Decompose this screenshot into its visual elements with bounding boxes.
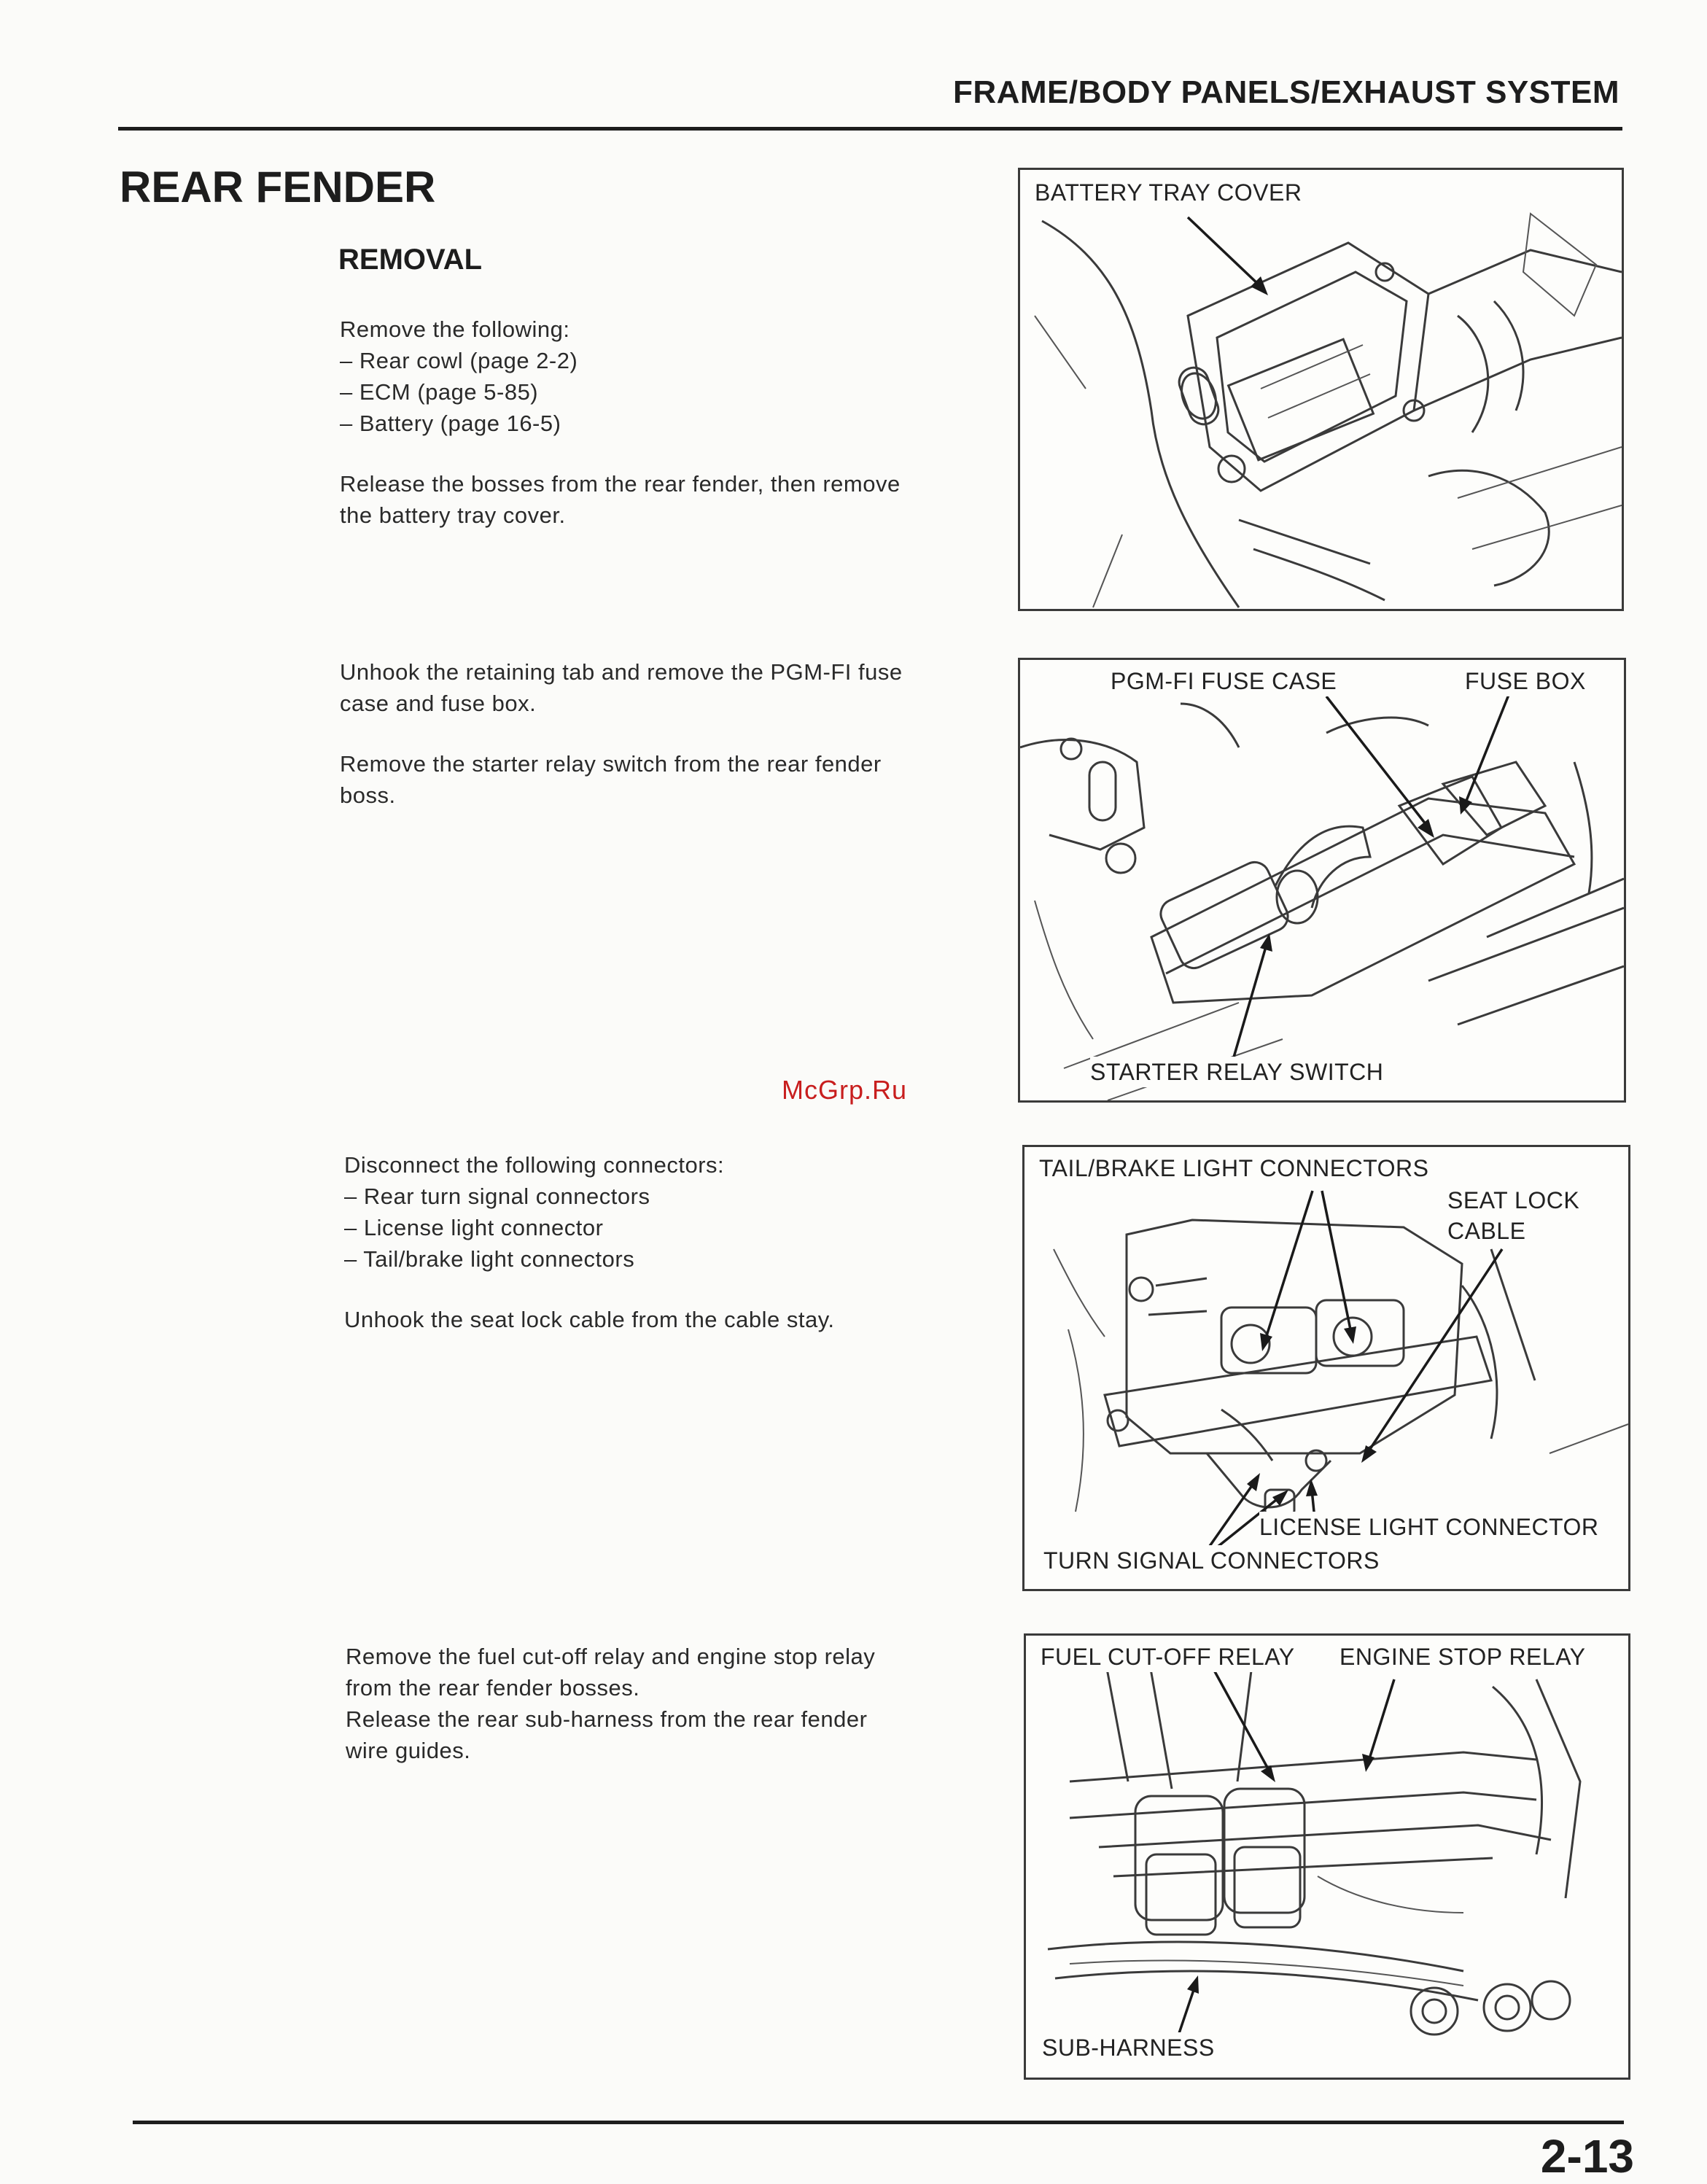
label-sub-harness: SUB-HARNESS [1042, 2032, 1215, 2063]
step-1-line-2: the battery tray cover. [340, 502, 566, 528]
list-item: – ECM (page 5-85) [340, 376, 996, 408]
section-title: REAR FENDER [120, 163, 436, 211]
step-4-line-1: Remove the fuel cut-off relay and engine stop relay [346, 1644, 876, 1669]
step-1-intro: Remove the following: [340, 316, 570, 342]
chapter-header-title: FRAME/BODY PANELS/EXHAUST SYSTEM [952, 74, 1619, 110]
label-starter-relay-switch: STARTER RELAY SWITCH [1090, 1057, 1383, 1087]
list-item: – Tail/brake light connectors [344, 1243, 1000, 1275]
step-2-text [340, 656, 996, 811]
step-4-line-4: wire guides. [346, 1738, 471, 1763]
relays-illustration [1026, 1636, 1628, 2078]
label-pgm-fi-fuse-case: PGM-FI FUSE CASE [1111, 666, 1337, 696]
header-divider [118, 127, 1622, 131]
label-seat-lock-line-1: SEAT LOCK [1447, 1185, 1579, 1216]
subsection-title: REMOVAL [338, 244, 483, 276]
label-seat-lock-line-2: CABLE [1447, 1216, 1525, 1246]
label-engine-stop-relay: ENGINE STOP RELAY [1339, 1641, 1586, 1672]
step-1-line-1: Release the bosses from the rear fender, then remove [340, 471, 901, 497]
watermark: McGrp.Ru [782, 1075, 908, 1105]
step-2-line-2: case and fuse box. [340, 691, 537, 716]
step-4-line-2: from the rear fender bosses. [346, 1675, 640, 1701]
step-1-text [340, 314, 996, 531]
step-4-text [346, 1641, 1002, 1766]
step-1-list [340, 345, 996, 439]
label-license-light-connector: LICENSE LIGHT CONNECTOR [1259, 1512, 1599, 1542]
list-item: – Rear turn signal connectors [344, 1181, 1000, 1212]
figure-battery-tray-cover [1018, 168, 1624, 611]
list-item: – Rear cowl (page 2-2) [340, 345, 996, 376]
step-3-list [344, 1181, 1000, 1275]
list-item: – License light connector [344, 1212, 1000, 1243]
step-3-intro: Disconnect the following connectors: [344, 1152, 725, 1178]
label-tail-brake-light-connectors: TAIL/BRAKE LIGHT CONNECTORS [1039, 1153, 1429, 1184]
figure-connectors [1022, 1145, 1630, 1591]
step-2-line-4: boss. [340, 782, 396, 808]
label-turn-signal-connectors: TURN SIGNAL CONNECTORS [1043, 1545, 1380, 1576]
footer-divider [133, 2121, 1624, 2124]
step-2-line-1: Unhook the retaining tab and remove the PGM-FI fuse [340, 659, 903, 685]
step-2-line-3: Remove the starter relay switch from the rear fender [340, 751, 882, 777]
page-number: 2-13 [1540, 2130, 1634, 2183]
step-3-text [344, 1149, 1000, 1335]
figure-fuse-case [1018, 658, 1626, 1103]
list-item: – Battery (page 16-5) [340, 408, 996, 439]
step-4-line-3: Release the rear sub-harness from the rear fender [346, 1706, 868, 1732]
label-fuel-cut-off-relay: FUEL CUT-OFF RELAY [1041, 1641, 1295, 1672]
label-battery-tray-cover: BATTERY TRAY COVER [1035, 177, 1302, 208]
step-3-line: Unhook the seat lock cable from the cable stay. [344, 1307, 835, 1332]
fuse-case-illustration [1020, 660, 1624, 1100]
figure-relays [1024, 1633, 1630, 2080]
battery-tray-illustration [1020, 170, 1622, 609]
label-fuse-box: FUSE BOX [1465, 666, 1586, 696]
